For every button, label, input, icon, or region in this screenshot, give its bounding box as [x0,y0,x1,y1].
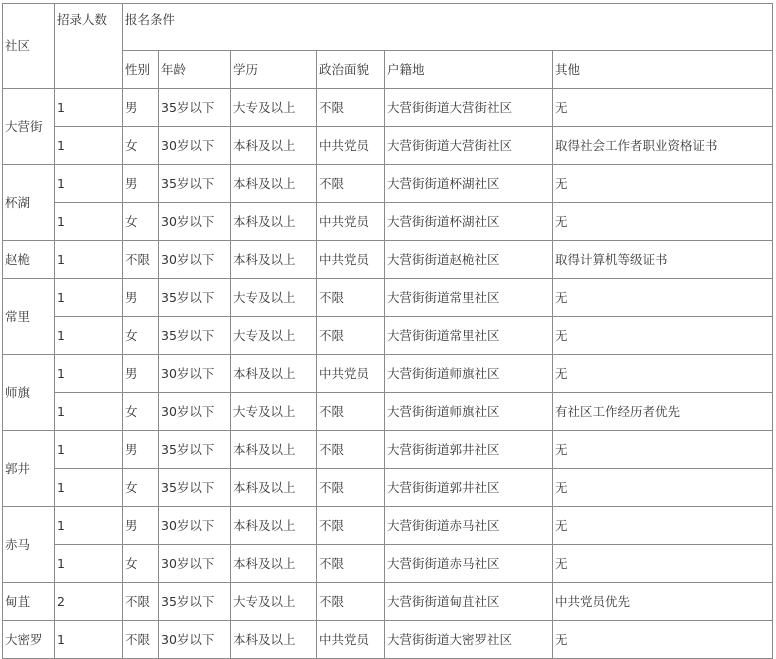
cell-residence: 大营街街道郭井社区 [385,431,553,469]
table-row [3,583,773,621]
cell-gender: 男 [123,165,159,203]
table-row [3,469,773,507]
cell-gender: 男 [123,89,159,127]
cell-political: 不限 [317,507,385,545]
header-residence: 户籍地 [385,51,553,89]
header-education: 学历 [231,51,317,89]
cell-count: 1 [55,355,123,393]
cell-political: 不限 [317,583,385,621]
table-row [3,89,773,127]
cell-education: 本科及以上 [231,241,317,279]
cell-age: 35岁以下 [159,583,231,621]
cell-other: 无 [553,545,773,583]
cell-other: 有社区工作经历者优先 [553,393,773,431]
cell-residence: 大营街街道大营街社区 [385,127,553,165]
cell-age: 30岁以下 [159,545,231,583]
cell-age: 30岁以下 [159,393,231,431]
cell-political: 不限 [317,89,385,127]
table-row [3,317,773,355]
cell-count: 1 [55,431,123,469]
community-name: 杯湖 [3,165,55,241]
cell-age: 35岁以下 [159,165,231,203]
cell-gender: 男 [123,507,159,545]
cell-age: 35岁以下 [159,431,231,469]
table-row [3,431,773,469]
cell-residence: 大营街街道常里社区 [385,279,553,317]
cell-political: 中共党员 [317,241,385,279]
cell-education: 本科及以上 [231,469,317,507]
community-name: 赵桅 [3,241,55,279]
cell-count: 1 [55,165,123,203]
cell-education: 本科及以上 [231,127,317,165]
cell-gender: 男 [123,431,159,469]
cell-other: 无 [553,165,773,203]
cell-count: 1 [55,621,123,659]
cell-age: 35岁以下 [159,89,231,127]
table-row [3,355,773,393]
cell-political: 中共党员 [317,203,385,241]
cell-age: 30岁以下 [159,203,231,241]
cell-education: 本科及以上 [231,507,317,545]
cell-gender: 不限 [123,621,159,659]
table-row [3,241,773,279]
cell-gender: 女 [123,317,159,355]
cell-gender: 男 [123,355,159,393]
cell-count: 2 [55,583,123,621]
table-row [3,127,773,165]
cell-residence: 大营街街道赵桅社区 [385,241,553,279]
cell-education: 本科及以上 [231,545,317,583]
community-name: 大密罗 [3,621,55,659]
header-other: 其他 [553,51,773,89]
cell-political: 不限 [317,165,385,203]
cell-political: 中共党员 [317,127,385,165]
cell-education: 大专及以上 [231,317,317,355]
cell-residence: 大营街街道师旗社区 [385,355,553,393]
community-name: 甸苴 [3,583,55,621]
header-conditions: 报名条件 [123,4,773,51]
cell-gender: 不限 [123,583,159,621]
cell-count: 1 [55,393,123,431]
header-count: 招录人数 [55,4,123,89]
cell-gender: 女 [123,203,159,241]
header-community: 社区 [3,4,55,89]
cell-age: 35岁以下 [159,317,231,355]
community-name: 大营街 [3,89,55,165]
cell-education: 大专及以上 [231,89,317,127]
header-row-1 [3,4,773,51]
community-name: 常里 [3,279,55,355]
cell-residence: 大营街街道甸苴社区 [385,583,553,621]
cell-political: 不限 [317,469,385,507]
cell-other: 无 [553,89,773,127]
cell-residence: 大营街街道杯湖社区 [385,203,553,241]
recruitment-table [2,3,773,659]
cell-gender: 女 [123,469,159,507]
header-gender: 性别 [123,51,159,89]
cell-other: 取得计算机等级证书 [553,241,773,279]
cell-political: 中共党员 [317,621,385,659]
cell-political: 不限 [317,279,385,317]
cell-other: 无 [553,431,773,469]
cell-gender: 男 [123,279,159,317]
cell-gender: 不限 [123,241,159,279]
cell-gender: 女 [123,393,159,431]
cell-residence: 大营街街道常里社区 [385,317,553,355]
cell-residence: 大营街街道赤马社区 [385,507,553,545]
cell-other: 无 [553,469,773,507]
cell-count: 1 [55,241,123,279]
cell-political: 不限 [317,317,385,355]
cell-political: 中共党员 [317,355,385,393]
cell-education: 本科及以上 [231,431,317,469]
table-row [3,203,773,241]
table-row [3,393,773,431]
cell-education: 本科及以上 [231,621,317,659]
cell-count: 1 [55,469,123,507]
cell-other: 无 [553,317,773,355]
cell-age: 30岁以下 [159,507,231,545]
table-row [3,545,773,583]
cell-political: 不限 [317,545,385,583]
header-age: 年龄 [159,51,231,89]
cell-age: 30岁以下 [159,355,231,393]
cell-other: 无 [553,203,773,241]
cell-age: 30岁以下 [159,127,231,165]
cell-other: 无 [553,279,773,317]
table-row [3,507,773,545]
cell-education: 大专及以上 [231,583,317,621]
cell-education: 本科及以上 [231,165,317,203]
cell-other: 无 [553,355,773,393]
cell-count: 1 [55,89,123,127]
cell-education: 大专及以上 [231,279,317,317]
cell-education: 本科及以上 [231,355,317,393]
cell-residence: 大营街街道大密罗社区 [385,621,553,659]
cell-age: 35岁以下 [159,469,231,507]
header-political: 政治面貌 [317,51,385,89]
cell-other: 中共党员优先 [553,583,773,621]
cell-residence: 大营街街道杯湖社区 [385,165,553,203]
cell-gender: 女 [123,545,159,583]
cell-political: 不限 [317,393,385,431]
cell-count: 1 [55,279,123,317]
cell-age: 35岁以下 [159,279,231,317]
cell-education: 本科及以上 [231,203,317,241]
cell-gender: 女 [123,127,159,165]
table-row [3,621,773,659]
cell-count: 1 [55,127,123,165]
community-name: 赤马 [3,507,55,583]
cell-count: 1 [55,507,123,545]
cell-other: 取得社会工作者职业资格证书 [553,127,773,165]
cell-other: 无 [553,621,773,659]
cell-age: 30岁以下 [159,241,231,279]
table-row [3,165,773,203]
community-name: 郭井 [3,431,55,507]
cell-residence: 大营街街道师旗社区 [385,393,553,431]
cell-count: 1 [55,317,123,355]
table-row [3,279,773,317]
community-name: 师旗 [3,355,55,431]
cell-other: 无 [553,507,773,545]
cell-count: 1 [55,545,123,583]
cell-education: 大专及以上 [231,393,317,431]
cell-count: 1 [55,203,123,241]
cell-age: 30岁以下 [159,621,231,659]
cell-residence: 大营街街道郭井社区 [385,469,553,507]
cell-residence: 大营街街道赤马社区 [385,545,553,583]
cell-political: 不限 [317,431,385,469]
cell-residence: 大营街街道大营街社区 [385,89,553,127]
